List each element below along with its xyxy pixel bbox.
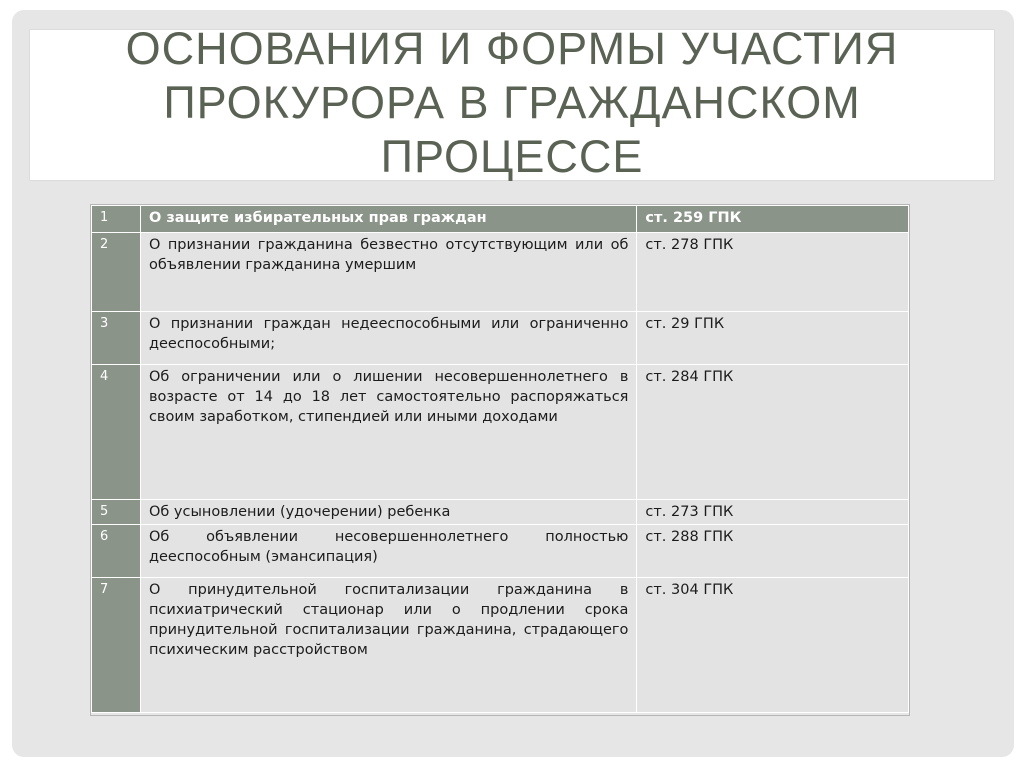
row-ground: О защите избирательных прав граждан xyxy=(140,206,636,233)
row-ground: Об усыновлении (удочерении) ребенка xyxy=(140,500,636,525)
row-number: 2 xyxy=(92,233,141,312)
row-number: 7 xyxy=(92,578,141,713)
row-article: ст. 278 ГПК xyxy=(637,233,909,312)
table-row xyxy=(92,578,909,713)
row-article: ст. 273 ГПК xyxy=(637,500,909,525)
table-row xyxy=(92,365,909,500)
table-row xyxy=(92,233,909,312)
table-row xyxy=(92,525,909,578)
row-ground: О признании граждан недееспособными или ограниченно дееспособными; xyxy=(140,312,636,365)
row-article: ст. 284 ГПК xyxy=(637,365,909,500)
table-row xyxy=(92,500,909,525)
table-row xyxy=(92,206,909,233)
row-number: 1 xyxy=(92,206,141,233)
row-article: ст. 288 ГПК xyxy=(637,525,909,578)
row-article: ст. 304 ГПК xyxy=(637,578,909,713)
row-ground: Об ограничении или о лишении несовершеннолетнего в возрасте от 14 до 18 лет самостоятельно распоряжаться своим заработком, стипендией или иными доходами xyxy=(140,365,636,500)
row-article: ст. 29 ГПК xyxy=(637,312,909,365)
slide-title xyxy=(30,22,994,184)
title-line-3: ПРОЦЕССЕ xyxy=(380,131,644,182)
title-line-2: ПРОКУРОРА В ГРАЖДАНСКОМ xyxy=(163,77,861,128)
table-row xyxy=(92,312,909,365)
row-ground: Об объявлении несовершеннолетнего полностью дееспособным (эмансипация) xyxy=(140,525,636,578)
grounds-table xyxy=(91,205,909,713)
row-number: 4 xyxy=(92,365,141,500)
row-ground: О принудительной госпитализации гражданина в психиатрический стационар или о продлении срока принудительной госпитализации гражданина, страдающего психическим расстройством xyxy=(140,578,636,713)
row-number: 5 xyxy=(92,500,141,525)
row-ground: О признании гражданина безвестно отсутствующим или об объявлении гражданина умершим xyxy=(140,233,636,312)
title-line-1: ОСНОВАНИЯ И ФОРМЫ УЧАСТИЯ xyxy=(125,23,899,74)
row-article: ст. 259 ГПК xyxy=(637,206,909,233)
row-number: 6 xyxy=(92,525,141,578)
row-number: 3 xyxy=(92,312,141,365)
